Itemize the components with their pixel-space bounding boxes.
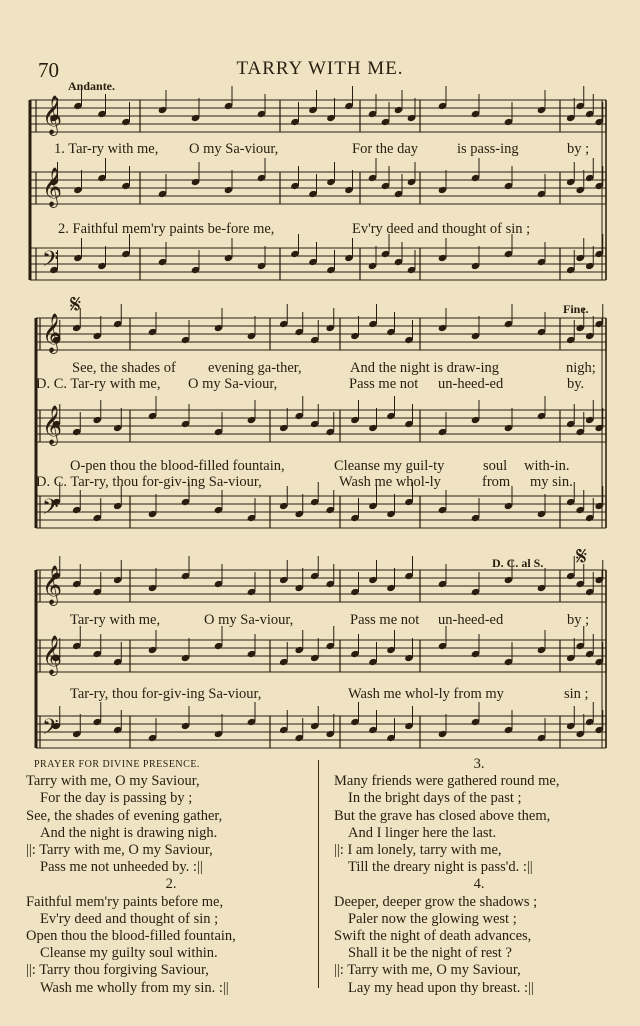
treble-clef: 𝄞 <box>42 313 63 353</box>
verse-line: Paler now the glowing west ; <box>348 910 517 927</box>
lyric-fragment: Pass me not <box>349 376 419 392</box>
page-number: 70 <box>38 58 59 82</box>
segno-sign: 𝄋 <box>70 290 82 319</box>
verse-line: ||: Tarry with me, O my Saviour, <box>334 962 521 979</box>
lyric-fragment: with-in. <box>524 458 570 474</box>
lyric-fragment: un-heed-ed <box>438 612 504 628</box>
lyric-fragment: Wash me whol-ly <box>339 474 441 490</box>
verse-line: Pass me not unheeded by. :|| <box>40 859 203 876</box>
verses-left-column <box>26 756 316 997</box>
treble-clef: 𝄞 <box>42 95 63 135</box>
bass-clef: 𝄢 <box>42 495 59 525</box>
verse-line: Swift the night of death advances, <box>334 928 532 945</box>
lyric-fragment: nigh; <box>566 360 596 376</box>
verse-line: But the grave has closed above them, <box>334 807 551 824</box>
verses-heading: PRAYER FOR DIVINE PRESENCE. <box>34 759 200 770</box>
verse-line: Wash me wholly from my sin. :|| <box>40 979 229 996</box>
verse-line: Ev'ry deed and thought of sin ; <box>40 910 219 927</box>
verse-line: ||: Tarry with me, O my Saviour, <box>26 842 213 859</box>
verse-line: Deeper, deeper grow the shadows ; <box>334 893 538 910</box>
lyric-fragment: Cleanse my guil-ty <box>334 458 445 474</box>
lyric-fragment: O my Sa-viour, <box>189 141 279 157</box>
lyric-fragment: 2. Faithful mem'ry paints be-fore me, <box>58 221 275 237</box>
hymn-title: TARRY WITH ME. <box>236 58 404 79</box>
lyric-fragment: soul <box>483 458 508 474</box>
lyric-fragment: by ; <box>567 612 590 628</box>
verse-line: Many friends were gathered round me, <box>334 773 560 790</box>
lyric-fragment: un-heed-ed <box>438 376 504 392</box>
dc-al-segno-marking: D. C. al S. <box>492 556 544 570</box>
lyric-fragment: is pass-ing <box>457 141 519 157</box>
verse-line: Faithful mem'ry paints before me, <box>26 893 224 910</box>
treble-clef: 𝄞 <box>42 635 63 675</box>
verse-line: For the day is passing by ; <box>40 790 193 807</box>
verse-line: ||: I am lonely, tarry with me, <box>334 842 502 859</box>
verse-number: 2. <box>165 876 177 893</box>
verse-line: And I linger here the last. <box>348 824 497 841</box>
lyric-fragment: by ; <box>567 141 590 157</box>
lyric-fragment: And the night is draw-ing <box>350 360 500 376</box>
verse-line: See, the shades of evening gather, <box>26 807 223 824</box>
verse-line: Tarry with me, O my Saviour, <box>26 773 200 790</box>
lyric-fragment: from <box>482 474 511 490</box>
lyric-fragment: sin ; <box>564 686 589 702</box>
verse-line: Till the dreary night is pass'd. :|| <box>348 859 533 876</box>
lyric-fragment: Wash me whol-ly from my <box>348 686 504 702</box>
lyric-fragment: Tar-ry with me, <box>70 612 161 628</box>
verse-line: Cleanse my guilty soul within. <box>40 945 218 962</box>
verse-line: Lay my head upon thy breast. :|| <box>348 979 534 996</box>
bass-clef: 𝄢 <box>42 715 59 745</box>
lyric-fragment: by. <box>567 376 585 392</box>
lyric-fragment: my sin. <box>530 474 573 490</box>
lyric-fragment: 1. Tar-ry with me, <box>54 141 159 157</box>
verse-line: And the night is drawing nigh. <box>40 824 218 841</box>
verse-number: 3. <box>473 756 485 772</box>
treble-clef: 𝄞 <box>42 565 63 605</box>
tempo-marking: Andante. <box>68 79 116 93</box>
lyric-fragment: See, the shades of <box>72 360 176 376</box>
lyric-fragment: Ev'ry deed and thought of sin ; <box>352 221 531 237</box>
lyric-fragment: Pass me not <box>350 612 420 628</box>
lyric-fragment: D. C. Tar-ry, thou for-giv-ing Sa-viour, <box>36 474 262 490</box>
treble-clef: 𝄞 <box>42 405 63 445</box>
lyric-fragment: O-pen thou the blood-filled fountain, <box>70 458 285 474</box>
verse-line: Open thou the blood-filled fountain, <box>26 928 236 945</box>
bass-clef: 𝄢 <box>42 247 59 277</box>
verse-line: ||: Tarry thou forgiving Saviour, <box>26 962 209 979</box>
lyric-fragment: D. C. Tar-ry with me, <box>36 376 161 392</box>
segno-sign-end: 𝄋 <box>576 542 588 571</box>
verse-line: Shall it be the night of rest ? <box>348 945 512 962</box>
lyric-fragment: O my Sa-viour, <box>204 612 294 628</box>
column-divider <box>318 760 319 988</box>
verses-right-column <box>334 756 624 997</box>
treble-clef: 𝄞 <box>42 167 63 207</box>
verse-number: 4. <box>473 876 485 893</box>
fine-marking: Fine. <box>563 302 589 316</box>
lyric-fragment: evening ga-ther, <box>208 360 302 376</box>
lyric-fragment: For the day <box>352 141 419 157</box>
lyric-fragment: Tar-ry, thou for-giv-ing Sa-viour, <box>70 686 262 702</box>
lyric-fragment: O my Sa-viour, <box>188 376 278 392</box>
verse-line: In the bright days of the past ; <box>348 790 522 807</box>
